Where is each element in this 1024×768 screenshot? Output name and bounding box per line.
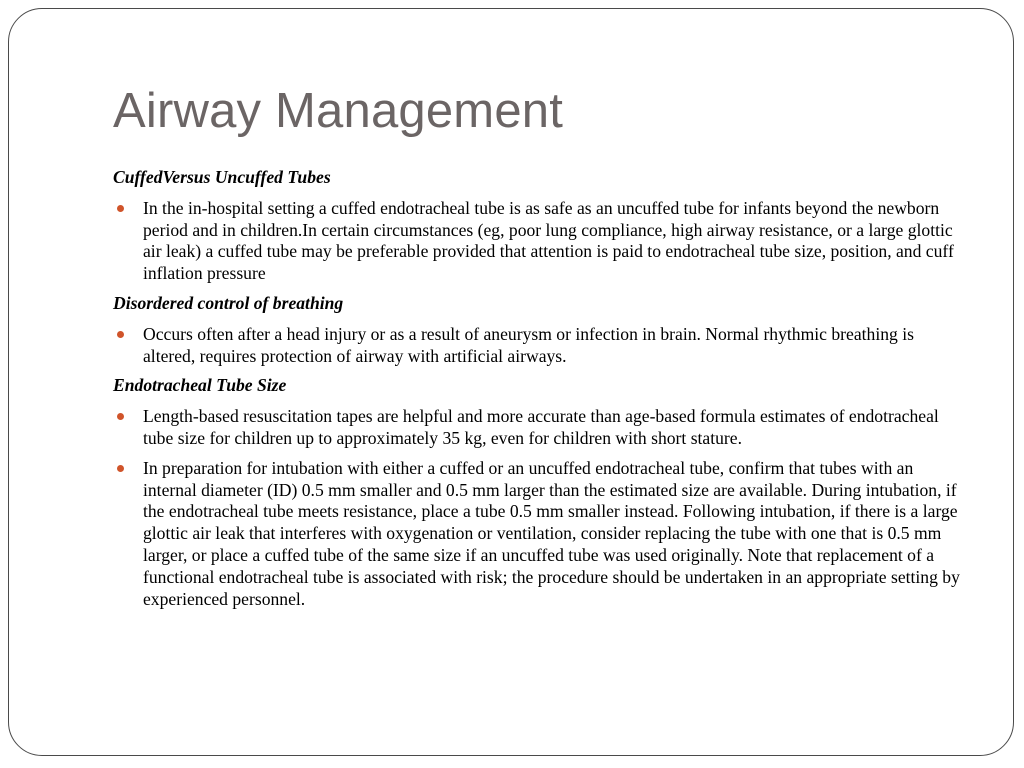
slide-content: [113, 167, 963, 618]
section-heading: Disordered control of breathing: [113, 292, 344, 313]
section-disordered-breathing: [113, 293, 963, 367]
section-cuffed-versus-uncuffed: [113, 167, 963, 285]
bullet-item: Occurs often after a head injury or as a result of aneurysm or infection in brain. Normal rhythmic breathing is altered, requires protection of airway with artificial airways.: [113, 324, 963, 368]
section-tube-size: [113, 375, 963, 610]
bullet-item: Length-based resuscitation tapes are helpful and more accurate than age-based formula estimates of endotracheal tube size for children up to approximately 35 kg, even for children with short stature.: [113, 406, 963, 450]
bullet-item: In preparation for intubation with either a cuffed or an uncuffed endotracheal tube, confirm that tubes with an internal diameter (ID) 0.5 mm smaller and 0.5 mm larger than the estimated size are available. During intubation, if the endotracheal tube meets resistance, place a tube 0.5 mm smaller instead. Following intubation, if there is a large glottic air leak that interferes with oxygenation or ventilation, consider replacing the tube with one that is 0.5 mm larger, or place a cuffed tube of the same size if an uncuffed tube was used originally. Note that replacement of a functional endotracheal tube is associated with risk; the procedure should be undertaken in an appropriate setting by experienced personnel.: [113, 458, 963, 611]
section-heading: Endotracheal Tube Size: [113, 375, 287, 396]
slide: [8, 8, 1014, 756]
slide-title: Airway Management: [113, 84, 564, 138]
section-heading: CuffedVersus Uncuffed Tubes: [113, 167, 331, 187]
bullet-item: In the in-hospital setting a cuffed endotracheal tube is as safe as an uncuffed tube for infants beyond the newborn period and in children.In certain circumstances (eg, poor lung compliance, high airway resistance, or a large glottic air leak) a cuffed tube may be preferable provided that attention is paid to endotracheal tube size, position, and cuff inflation pressure: [113, 198, 963, 285]
